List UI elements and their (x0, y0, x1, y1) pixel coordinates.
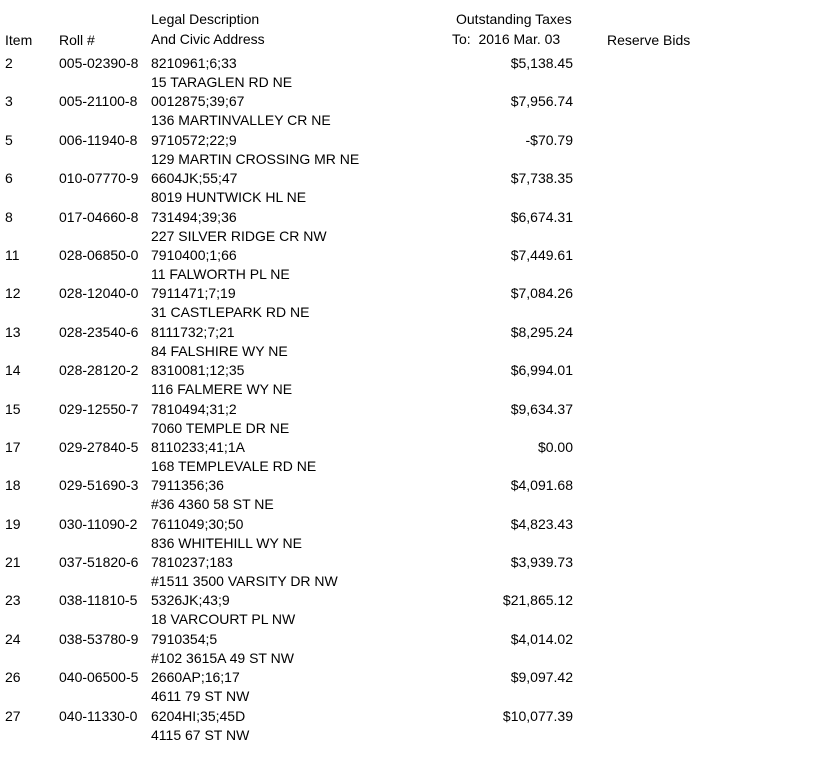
table-row (0, 247, 819, 285)
legal-description: 7911356;36 (151, 477, 224, 494)
item-number: 15 (5, 400, 21, 417)
outstanding-taxes: $7,084.26 (510, 285, 573, 302)
item-number: 24 (5, 630, 21, 647)
table-row (0, 324, 819, 362)
item-number: 3 (5, 93, 13, 110)
item-number: 8 (5, 208, 13, 225)
legal-description: 2660AP;16;17 (151, 669, 240, 686)
legal-description: 6204HI;35;45D (151, 707, 246, 724)
outstanding-taxes: $10,077.39 (502, 707, 573, 724)
roll-number: 040-06500-5 (59, 669, 139, 686)
outstanding-taxes: $4,823.43 (510, 515, 573, 532)
outstanding-taxes: $4,091.68 (510, 477, 573, 494)
roll-number: 038-11810-5 (59, 592, 138, 609)
table-row (0, 285, 819, 323)
outstanding-taxes: $9,634.37 (510, 400, 573, 417)
item-number: 12 (5, 285, 21, 302)
header-legal-description: Legal Description (151, 11, 260, 27)
legal-description: 8310081;12;35 (151, 362, 245, 379)
item-number: 5 (5, 131, 13, 148)
roll-number: 006-11940-8 (59, 131, 138, 148)
roll-number: 005-02390-8 (59, 55, 139, 71)
table-row (0, 401, 819, 439)
civic-address: 84 FALSHIRE WY NE (151, 342, 288, 359)
roll-number: 010-07770-9 (59, 170, 139, 187)
item-number: 11 (5, 246, 20, 263)
legal-description: 7810237;183 (151, 554, 233, 571)
roll-number: 038-53780-9 (59, 630, 139, 647)
civic-address: 4611 79 ST NW (151, 688, 250, 705)
outstanding-taxes: $0.00 (537, 438, 573, 455)
table-row (0, 669, 819, 707)
civic-address: 11 FALWORTH PL NE (151, 265, 290, 282)
civic-address: #36 4360 58 ST NE (151, 496, 274, 513)
table-row (0, 93, 819, 131)
item-number: 19 (5, 515, 21, 532)
outstanding-taxes: $5,138.45 (510, 55, 573, 71)
table-row (0, 209, 819, 247)
header-reserve-bids: Reserve Bids (607, 32, 691, 48)
item-number: 27 (5, 707, 21, 724)
roll-number: 028-06850-0 (59, 246, 139, 263)
civic-address: 15 TARAGLEN RD NE (151, 74, 293, 90)
outstanding-taxes: -$70.79 (525, 131, 573, 148)
header-outstanding-taxes: Outstanding Taxes (456, 11, 572, 27)
outstanding-taxes: $9,097.42 (510, 669, 573, 686)
legal-description: 8110233;41;1A (151, 438, 245, 455)
legal-description: 8210961;6;33 (151, 55, 237, 71)
legal-description: 7910354;5 (151, 630, 218, 647)
table-row (0, 132, 819, 170)
roll-number: 028-28120-2 (59, 362, 139, 379)
civic-address: 8019 HUNTWICK HL NE (151, 189, 307, 206)
roll-number: 040-11330-0 (59, 707, 138, 724)
header-taxes-date: To: 2016 Mar. 03 (452, 31, 561, 47)
outstanding-taxes: $6,674.31 (510, 208, 573, 225)
table-row (0, 631, 819, 669)
roll-number: 028-12040-0 (59, 285, 139, 302)
legal-description: 8111732;7;21 (151, 323, 235, 340)
roll-number: 030-11090-2 (59, 515, 138, 532)
legal-description: 9710572;22;9 (151, 131, 237, 148)
legal-description: 6604JK;55;47 (151, 170, 238, 187)
outstanding-taxes: $8,295.24 (510, 323, 573, 340)
table-row (0, 170, 819, 208)
outstanding-taxes: $4,014.02 (510, 630, 573, 647)
legal-description: 5326JK;43;9 (151, 592, 230, 609)
table-row (0, 439, 819, 477)
item-number: 6 (5, 170, 13, 187)
table-row (0, 516, 819, 554)
roll-number: 029-27840-5 (59, 438, 139, 455)
roll-number: 028-23540-6 (59, 323, 139, 340)
roll-number: 005-21100-8 (59, 93, 138, 110)
outstanding-taxes: $7,738.35 (510, 170, 573, 187)
civic-address: 4115 67 ST NW (151, 726, 250, 743)
tax-listing-table (0, 55, 819, 746)
item-number: 21 (5, 554, 21, 571)
civic-address: 7060 TEMPLE DR NE (151, 419, 290, 436)
civic-address: 18 VARCOURT PL NW (151, 611, 296, 628)
roll-number: 037-51820-6 (59, 554, 139, 571)
header-civic-address: And Civic Address (151, 31, 265, 47)
header-item: Item (5, 32, 33, 48)
legal-description: 731494;39;36 (151, 208, 237, 225)
item-number: 2 (5, 55, 13, 71)
table-row (0, 592, 819, 630)
item-number: 26 (5, 669, 21, 686)
legal-description: 7910400;1;66 (151, 246, 237, 263)
header-roll: Roll # (59, 32, 95, 48)
legal-description: 0012875;39;67 (151, 93, 245, 110)
legal-description: 7911471;7;19 (151, 285, 236, 302)
table-row (0, 554, 819, 592)
civic-address: 168 TEMPLEVALE RD NE (151, 457, 317, 474)
roll-number: 029-51690-3 (59, 477, 139, 494)
civic-address: 116 FALMERE WY NE (151, 381, 293, 398)
legal-description: 7810494;31;2 (151, 400, 237, 417)
outstanding-taxes: $21,865.12 (502, 592, 573, 609)
civic-address: #102 3615A 49 ST NW (151, 649, 294, 666)
civic-address: 129 MARTIN CROSSING MR NE (151, 150, 360, 167)
outstanding-taxes: $3,939.73 (510, 554, 573, 571)
civic-address: 227 SILVER RIDGE CR NW (151, 227, 327, 244)
roll-number: 017-04660-8 (59, 208, 139, 225)
legal-description: 7611049;30;50 (151, 515, 244, 532)
civic-address: 31 CASTLEPARK RD NE (151, 304, 310, 321)
table-row (0, 55, 819, 93)
item-number: 14 (5, 362, 21, 379)
roll-number: 029-12550-7 (59, 400, 139, 417)
item-number: 23 (5, 592, 21, 609)
table-row (0, 708, 819, 746)
civic-address: 836 WHITEHILL WY NE (151, 534, 302, 551)
table-row (0, 477, 819, 515)
item-number: 17 (5, 438, 21, 455)
civic-address: 136 MARTINVALLEY CR NE (151, 112, 331, 129)
outstanding-taxes: $6,994.01 (510, 362, 573, 379)
civic-address: #1511 3500 VARSITY DR NW (151, 573, 338, 590)
outstanding-taxes: $7,449.61 (510, 246, 573, 263)
outstanding-taxes: $7,956.74 (510, 93, 573, 110)
item-number: 18 (5, 477, 21, 494)
table-row (0, 362, 819, 400)
item-number: 13 (5, 323, 21, 340)
